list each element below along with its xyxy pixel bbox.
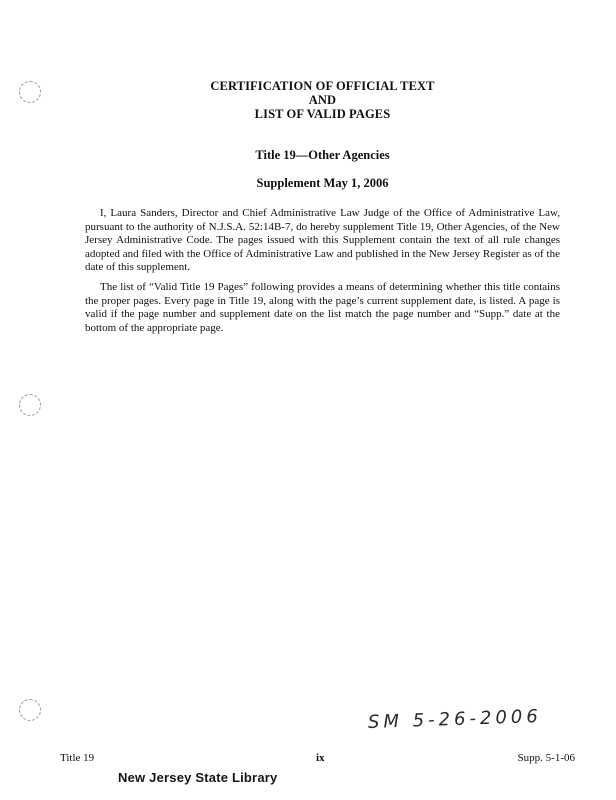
title-subheading: Title 19—Other Agencies	[255, 148, 390, 162]
heading-line-3: LIST OF VALID PAGES	[254, 107, 391, 121]
heading-line-1: CERTIFICATION OF OFFICIAL TEXT	[210, 79, 435, 93]
certification-heading	[85, 79, 560, 121]
footer-page-number: ix	[316, 752, 325, 764]
footer-title: Title 19	[60, 752, 95, 764]
valid-pages-paragraph: The list of “Valid Title 19 Pages” following provides a means of determining whether this title contains the proper pages. Every page in Title 19, along with the page’s current supplement date, is listed. A page is valid if the page number and supplement date on the list match the page number and “Supp.” date at the bottom of the appropriate page.	[85, 280, 560, 334]
supplement-subheading: Supplement May 1, 2006	[256, 176, 389, 190]
body-text	[85, 207, 560, 341]
library-stamp: New Jersey State Library	[118, 770, 278, 785]
punch-hole-middle	[19, 394, 41, 416]
handwritten-annotation: SM 5-26-2006	[367, 705, 543, 733]
certification-paragraph: I, Laura Sanders, Director and Chief Administrative Law Judge of the Office of Administrative Law, pursuant to the authority of N.J.S.A. 52:14B-7, do hereby supplement Title 19, Other Agencies, of the New Jersey Administrative Code. The pages issued with this Supplement contain the text of all rule changes adopted and filed with the Office of Administrative Law and published in the New Jersey Register as of the date of this supplement.	[85, 207, 560, 274]
footer-supplement-date: Supp. 5-1-06	[517, 752, 575, 764]
punch-hole-bottom	[19, 699, 41, 721]
heading-line-2: AND	[308, 93, 337, 107]
punch-hole-top	[19, 81, 41, 103]
